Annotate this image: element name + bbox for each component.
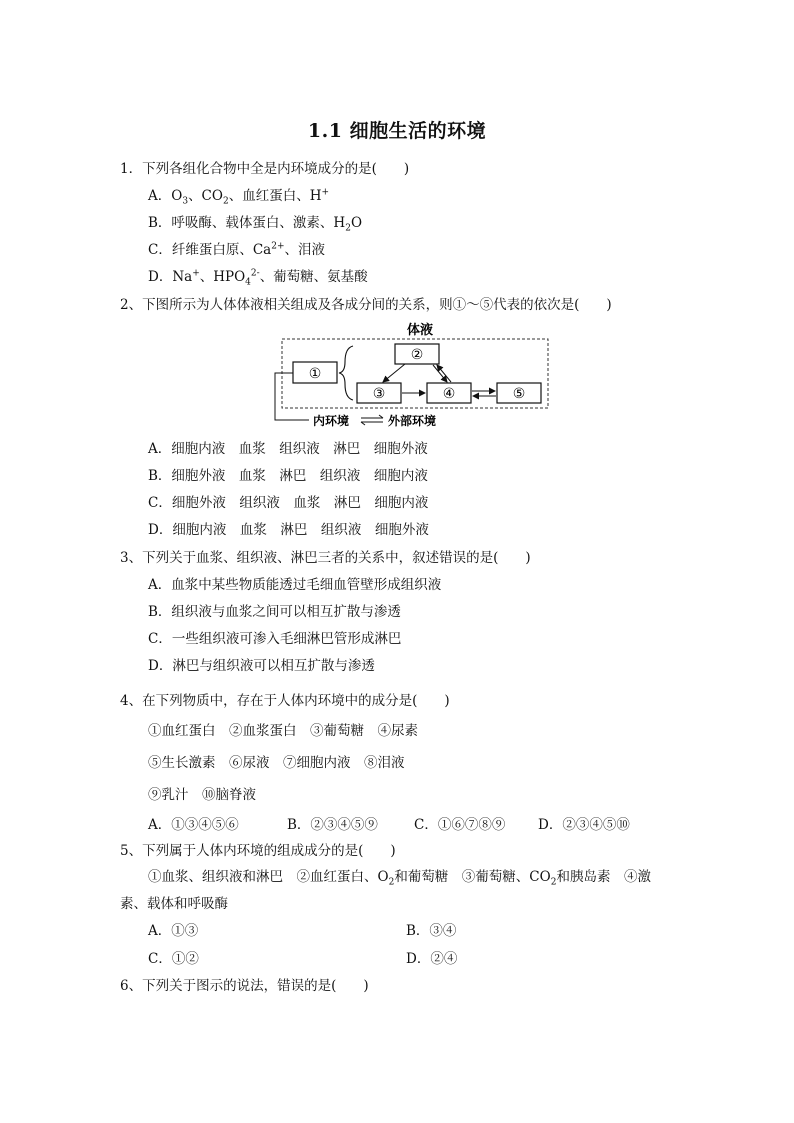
question-5-stem: 5、下列属于人体内环境的组成成分的是( ) (120, 843, 396, 859)
question-5-statement-line-2: 素、载体和呼吸酶 (120, 896, 228, 912)
question-4-option-a: A．①③④⑤⑥ (148, 817, 239, 833)
page-title: 1.1 细胞生活的环境 (307, 120, 487, 142)
arrow-4-to-2 (437, 365, 451, 382)
question-3-option-b: B．组织液与血浆之间可以相互扩散与渗透 (148, 604, 401, 620)
diagram-label-body-fluid: 体液 (406, 323, 434, 338)
question-5-statement-line-1: ①血浆、组织液和淋巴 ②血红蛋白、$O_2$和葡萄糖 ③葡萄糖、$CO_2$和胰岛素 ④激 (148, 869, 651, 888)
brace (339, 346, 353, 400)
question-5-option-a: A．①③ (148, 923, 199, 939)
question-5-option-b: B．③④ (406, 923, 457, 939)
question-5-option-d: D．②④ (406, 951, 458, 967)
question-4-items-line-3: ⑨乳汁 ⑩脑脊液 (148, 787, 256, 803)
question-4-items-line-2: ⑤生长激素 ⑥尿液 ⑦细胞内液 ⑧泪液 (148, 755, 405, 771)
diagram-label-external-env: 外部环境 (388, 414, 437, 428)
arrow-2-to-3 (383, 364, 405, 382)
diagram-box-1-label: ① (308, 366, 322, 382)
diagram-box-5-label: ⑤ (512, 386, 526, 402)
diagram-box-4-label: ④ (442, 386, 456, 402)
question-3-stem: 3、下列关于血浆、组织液、淋巴三者的关系中，叙述错误的是( ) (120, 550, 531, 566)
question-4-option-d: D．②③④⑤⑩ (538, 817, 630, 833)
question-1-option-c: C．纤维蛋白原、$Ca^{2+}$、泪液 (148, 241, 325, 258)
question-2-option-a: A．细胞内液 血浆 组织液 淋巴 细胞外液 (148, 441, 428, 457)
diagram-box-2-label: ② (410, 347, 424, 363)
body-fluid-diagram (265, 318, 555, 430)
question-1-option-d: D．Na+、$HPO_4^{2-}$、葡萄糖、氨基酸 (148, 268, 368, 288)
question-4-items-line-1: ①血红蛋白 ②血浆蛋白 ③葡萄糖 ④尿素 (148, 723, 418, 739)
question-4-option-c: C．①⑥⑦⑧⑨ (414, 817, 506, 833)
question-2-option-c: C．细胞外液 组织液 血浆 淋巴 细胞内液 (148, 495, 429, 511)
question-3-option-a: A．血浆中某些物质能透过毛细血管壁形成组织液 (148, 577, 442, 593)
question-2-option-b: B．细胞外液 血浆 淋巴 组织液 细胞内液 (148, 468, 428, 484)
question-2-option-d: D．细胞内液 血浆 淋巴 组织液 细胞外液 (148, 522, 429, 538)
question-2-stem: 2、下图所示为人体体液相关组成及各成分间的关系，则①～⑤代表的依次是( ) (120, 297, 612, 313)
question-1-option-a: A．$O_3$、$CO_2$、血红蛋白、H+ (148, 187, 330, 207)
arrow-2-to-4 (433, 365, 447, 382)
question-6-stem: 6、下列关于图示的说法，错误的是( ) (120, 978, 369, 994)
question-1-stem: 1．下列各组化合物中全是内环境成分的是( ) (120, 161, 410, 177)
question-3-option-c: C．一些组织液可渗入毛细淋巴管形成淋巴 (148, 631, 402, 647)
question-3-option-d: D．淋巴与组织液可以相互扩散与渗透 (148, 658, 375, 674)
question-5-option-c: C．①② (148, 951, 199, 967)
question-4-option-b: B．②③④⑤⑨ (287, 817, 378, 833)
question-4-stem: 4、在下列物质中，存在于人体内环境中的成分是( ) (120, 693, 450, 709)
diagram-box-3-label: ③ (372, 386, 386, 402)
question-1-option-b: B．呼吸酶、载体蛋白、激素、$H_2O$ (148, 215, 363, 234)
diagram-label-internal-env: 内环境 (313, 414, 350, 428)
